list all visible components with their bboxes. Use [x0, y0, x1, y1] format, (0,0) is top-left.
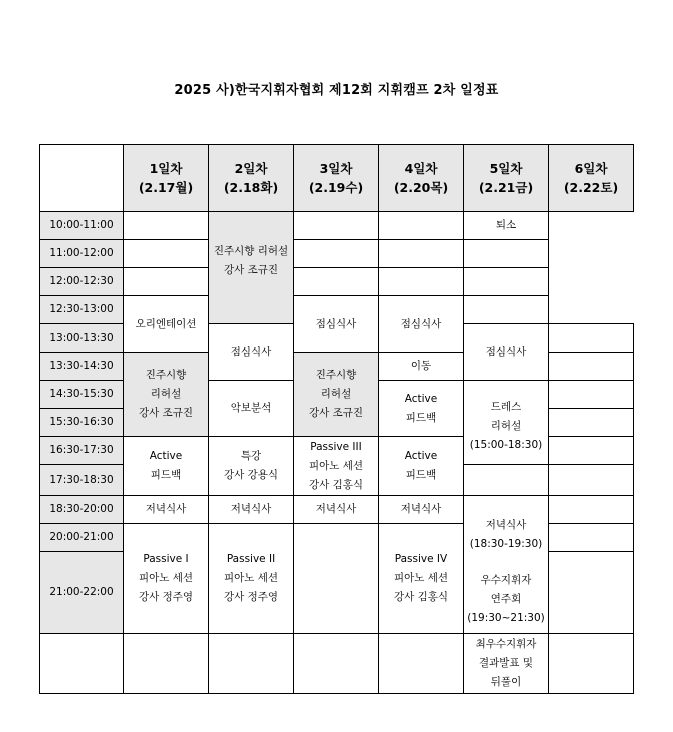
dinner-cell: 저녁식사	[209, 496, 294, 524]
special-lecture-cell: 특강 강사 강용식	[209, 437, 294, 496]
time-slot: 12:30-13:00	[40, 296, 124, 324]
lunch-cell: 점심식사	[379, 296, 464, 353]
passive-session-cell: Passive III 피아노 세션 강사 김홍식	[294, 437, 379, 496]
schedule-cell	[124, 212, 209, 240]
active-feedback-cell: Active 피드백	[124, 437, 209, 496]
time-slot: 14:30-15:30	[40, 381, 124, 409]
schedule-cell	[294, 240, 379, 268]
schedule-cell	[549, 496, 634, 524]
schedule-cell	[124, 240, 209, 268]
lunch-cell: 점심식사	[464, 324, 549, 381]
time-slot: 13:30-14:30	[40, 353, 124, 381]
schedule-cell	[379, 268, 464, 296]
dinner-cell: 저녁식사	[379, 496, 464, 524]
table-row	[40, 268, 634, 296]
schedule-cell	[294, 268, 379, 296]
rehearsal-cell: 진주시향 리허설 강사 조규진	[124, 353, 209, 437]
table-row	[40, 496, 634, 524]
time-slot: 16:30-17:30	[40, 437, 124, 465]
time-slot: 10:00-11:00	[40, 212, 124, 240]
page-title: 2025 사)한국지휘자협회 제12회 지휘캠프 2차 일정표	[174, 83, 499, 98]
corner-cell	[40, 145, 124, 212]
time-slot: 17:30-18:30	[40, 465, 124, 496]
schedule-cell	[209, 634, 294, 694]
schedule-cell	[549, 465, 634, 496]
active-feedback-cell: Active 피드백	[379, 381, 464, 437]
table-row	[40, 240, 634, 268]
rehearsal-cell: 진주시향 리허설 강사 조규진	[294, 353, 379, 437]
day-header-3: 3일차 (2.19수)	[294, 145, 379, 212]
time-slot: 12:00-12:30	[40, 268, 124, 296]
day-header-4: 4일차 (2.20목)	[379, 145, 464, 212]
time-slot: 11:00-12:00	[40, 240, 124, 268]
schedule-cell	[549, 524, 634, 552]
schedule-cell	[464, 465, 549, 496]
checkout-cell: 퇴소	[464, 212, 549, 240]
schedule-table	[39, 144, 634, 694]
day-header-5: 5일차 (2.21금)	[464, 145, 549, 212]
schedule-cell	[379, 634, 464, 694]
schedule-cell	[549, 353, 634, 381]
schedule-cell	[379, 240, 464, 268]
schedule-cell	[464, 240, 549, 268]
schedule-cell	[464, 268, 549, 296]
day-header-2: 2일차 (2.18화)	[209, 145, 294, 212]
schedule-cell	[549, 634, 634, 694]
header-row	[40, 145, 634, 212]
rehearsal-cell: 진주시향 리허설 강사 조규진	[209, 212, 294, 324]
award-cell: 최우수지휘자 결과발표 및 뒤풀이	[464, 634, 549, 694]
orientation-cell: 오리엔테이션	[124, 296, 209, 353]
score-analysis-cell: 악보분석	[209, 381, 294, 437]
schedule-cell	[464, 296, 549, 324]
schedule-cell	[549, 409, 634, 437]
schedule-cell	[124, 268, 209, 296]
day-header-1: 1일차 (2.17월)	[124, 145, 209, 212]
schedule-cell	[379, 212, 464, 240]
time-slot: 20:00-21:00	[40, 524, 124, 552]
lunch-cell: 점심식사	[294, 296, 379, 353]
schedule-cell	[40, 634, 124, 694]
schedule-cell	[294, 634, 379, 694]
schedule-cell	[294, 212, 379, 240]
passive-session-cell: Passive IV 피아노 세션 강사 김홍식	[379, 524, 464, 634]
day-header-6: 6일차 (2.22토)	[549, 145, 634, 212]
move-cell: 이동	[379, 353, 464, 381]
table-row	[40, 212, 634, 240]
dinner-cell: 저녁식사	[124, 496, 209, 524]
schedule-cell	[549, 437, 634, 465]
schedule-cell	[294, 524, 379, 634]
dress-rehearsal-cell: 드레스 리허설 (15:00-18:30)	[464, 381, 549, 465]
time-slot: 13:00-13:30	[40, 324, 124, 353]
time-slot: 15:30-16:30	[40, 409, 124, 437]
schedule-cell	[549, 552, 634, 634]
table-row	[40, 634, 634, 694]
passive-session-cell: Passive II 피아노 세션 강사 정주영	[209, 524, 294, 634]
time-slot: 18:30-20:00	[40, 496, 124, 524]
schedule-cell	[549, 381, 634, 409]
active-feedback-cell: Active 피드백	[379, 437, 464, 496]
passive-session-cell: Passive I 피아노 세션 강사 정주영	[124, 524, 209, 634]
schedule-cell	[124, 634, 209, 694]
dinner-concert-cell: 저녁식사 (18:30-19:30) 우수지휘자 연주회 (19:30~21:30)	[464, 496, 549, 634]
schedule-cell	[549, 324, 634, 353]
table-row	[40, 296, 634, 324]
time-slot: 21:00-22:00	[40, 552, 124, 634]
lunch-cell: 점심식사	[209, 324, 294, 381]
dinner-cell: 저녁식사	[294, 496, 379, 524]
